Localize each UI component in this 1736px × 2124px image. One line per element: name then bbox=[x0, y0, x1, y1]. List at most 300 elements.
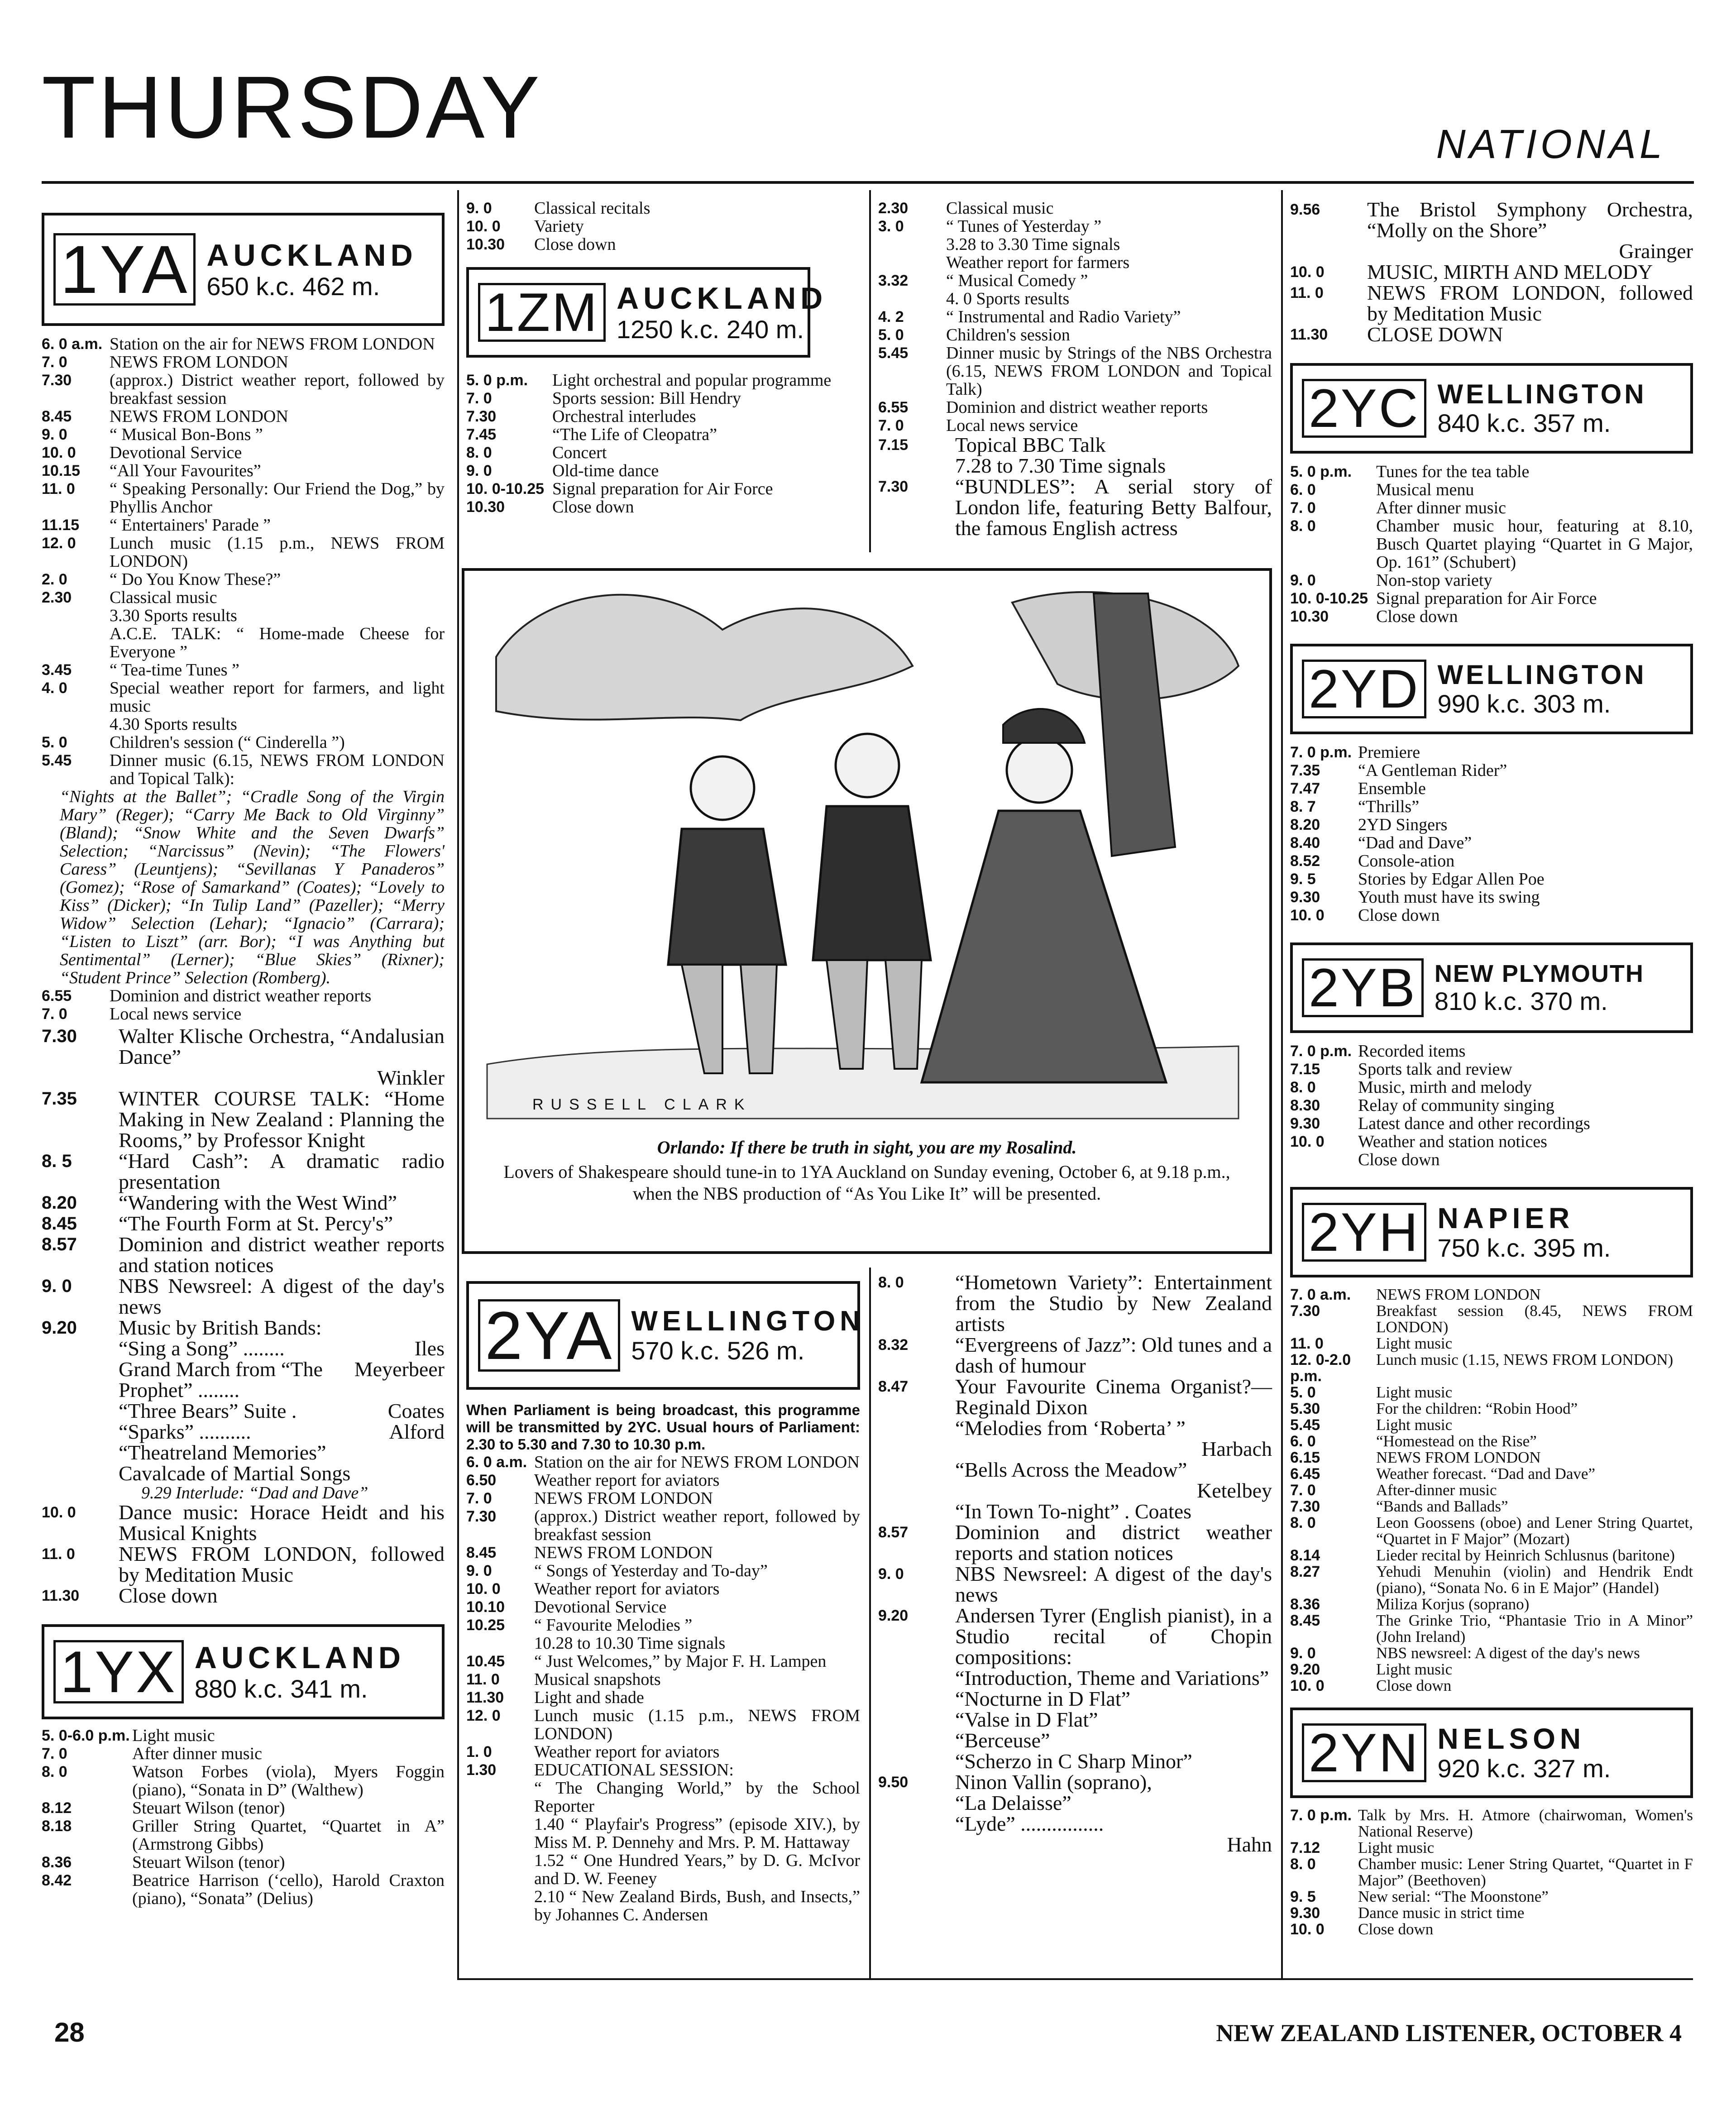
schedule-entry bbox=[1290, 1661, 1693, 1678]
schedule-time: 8.45 bbox=[42, 408, 72, 425]
schedule-entry bbox=[1290, 1678, 1693, 1694]
schedule-entry bbox=[42, 715, 445, 733]
schedule-text: Local news service bbox=[946, 416, 1078, 435]
schedule-entry bbox=[878, 326, 1272, 344]
station-info bbox=[1437, 1723, 1611, 1783]
station-info bbox=[617, 282, 827, 343]
schedule-entry bbox=[1290, 1115, 1693, 1133]
schedule-entry bbox=[1290, 324, 1693, 345]
schedule-text: Console-ation bbox=[1358, 852, 1455, 871]
schedule-time: 3. 0 bbox=[878, 218, 904, 235]
schedule-text: NEWS FROM LONDON bbox=[110, 353, 288, 372]
schedule-entry bbox=[1290, 1466, 1693, 1482]
schedule-time: 10. 0-10.25 bbox=[466, 480, 545, 498]
schedule-entry bbox=[1290, 199, 1693, 241]
band-title: Cavalcade of Martial Songs bbox=[119, 1462, 351, 1485]
station-call-sign: 2YA bbox=[478, 1299, 620, 1372]
schedule-time: 9. 0 bbox=[1290, 572, 1316, 589]
schedule-entry bbox=[1290, 1905, 1693, 1921]
schedule-entry bbox=[1290, 1433, 1693, 1449]
schedule-entry bbox=[1290, 852, 1693, 870]
schedule-text: Signal preparation for Air Force bbox=[1376, 589, 1597, 608]
schedule-entry bbox=[466, 1471, 860, 1489]
schedule-time: 6. 0 bbox=[1290, 481, 1316, 498]
schedule-entry bbox=[42, 1192, 445, 1213]
schedule-text: Steuart Wilson (tenor) bbox=[132, 1853, 285, 1872]
schedule-entry bbox=[1290, 589, 1693, 608]
schedule-time: 9.30 bbox=[1290, 1904, 1320, 1922]
schedule-text: “ Musical Bon-Bons ” bbox=[110, 425, 263, 444]
schedule-text: Weather forecast. “Dad and Dave” bbox=[1376, 1465, 1595, 1483]
schedule-time: 5. 0 p.m. bbox=[1290, 463, 1352, 480]
schedule-entry bbox=[42, 570, 445, 588]
schedule-text: Non-stop variety bbox=[1376, 571, 1492, 590]
schedule-time: 9. 0 bbox=[42, 426, 67, 443]
band-composer: Meyerbeer bbox=[354, 1358, 445, 1381]
schedule-text: Concert bbox=[552, 443, 607, 462]
schedule-time: 7.30 bbox=[466, 1508, 497, 1525]
schedule-text: Miliza Korjus (soprano) bbox=[1376, 1595, 1530, 1613]
schedule-text: Children's session (“ Cinderella ”) bbox=[110, 733, 345, 752]
schedule-text: Lieder recital by Heinrich Schlusnus (baritone) bbox=[1376, 1546, 1675, 1564]
schedule-entry bbox=[42, 1853, 445, 1871]
schedule-time: 10.15 bbox=[42, 462, 81, 479]
schedule-text: Close down bbox=[552, 498, 634, 517]
footer-rule bbox=[457, 1978, 1693, 1980]
station-call-sign: 2YN bbox=[1302, 1723, 1426, 1782]
schedule-entry bbox=[42, 1544, 445, 1585]
schedule-entry bbox=[466, 1507, 860, 1544]
schedule-time: 5.45 bbox=[878, 344, 909, 362]
schedule-entry bbox=[42, 1502, 445, 1544]
schedule-time: 5. 0 bbox=[42, 734, 67, 751]
schedule-text: 10.28 to 10.30 Time signals bbox=[534, 1634, 726, 1653]
schedule-entry bbox=[42, 1026, 445, 1067]
schedule-entry bbox=[878, 435, 1272, 455]
schedule-text: “ Tea-time Tunes ” bbox=[110, 660, 239, 679]
station-info bbox=[206, 239, 417, 300]
schedule-time: 8. 0 bbox=[1290, 1514, 1316, 1531]
schedule-text: Light music bbox=[1376, 1416, 1453, 1434]
page-day-title: THURSDAY bbox=[42, 58, 543, 157]
illustration-signature: RUSSELL CLARK bbox=[532, 1096, 752, 1113]
schedule-entry bbox=[878, 308, 1272, 326]
schedule-text: Classical music bbox=[110, 588, 217, 607]
schedule-text: “Homestead on the Rise” bbox=[1376, 1432, 1537, 1450]
schedule-entry bbox=[42, 1317, 445, 1338]
schedule-entry bbox=[878, 235, 1272, 254]
station-city: AUCKLAND bbox=[206, 238, 417, 273]
schedule-time: 9.20 bbox=[42, 1318, 77, 1338]
schedule-entry bbox=[466, 1544, 860, 1562]
schedule-time: 7. 0 bbox=[1290, 1482, 1316, 1499]
schedule-text: Andersen Tyrer (English pianist), in a Studio recital of Chopin compositions: bbox=[955, 1604, 1272, 1669]
schedule-entry bbox=[878, 199, 1272, 217]
schedule-entry bbox=[878, 254, 1272, 272]
schedule-text: 1.52 “ One Hundred Years,” by D. G. McIvor and D. W. Feeney bbox=[534, 1851, 860, 1888]
schedule-text: Chamber music hour, featuring at 8.10, Busch Quartet playing “Quartet in G Major, Op. 161” (Schubert) bbox=[1376, 517, 1693, 572]
station-info bbox=[1437, 379, 1646, 437]
schedule-time: 12. 0 bbox=[42, 535, 76, 552]
schedule-text: “ Tunes of Yesterday ” bbox=[946, 217, 1102, 236]
schedule-time: 5. 0 p.m. bbox=[466, 372, 528, 389]
interlude-note: 9.29 Interlude: “Dad and Dave” bbox=[141, 1483, 368, 1502]
schedule-text: The Grinke Trio, “Phantasie Trio in A Minor” (John Ireland) bbox=[1376, 1612, 1693, 1646]
schedule-list bbox=[466, 199, 860, 254]
schedule-time: 5. 0 bbox=[1290, 1384, 1316, 1401]
schedule-entry bbox=[466, 444, 860, 462]
schedule-entry bbox=[1290, 571, 1693, 589]
schedule-entry bbox=[466, 498, 860, 516]
schedule-time: 9. 5 bbox=[1290, 871, 1316, 888]
column-rule bbox=[869, 190, 871, 552]
schedule-text: 7.28 to 7.30 Time signals bbox=[955, 454, 1166, 477]
schedule-entry bbox=[1290, 1856, 1693, 1889]
schedule-text: Devotional Service bbox=[110, 443, 242, 462]
schedule-text: Dominion and district weather reports and station notices bbox=[119, 1233, 445, 1277]
schedule-text: “In Town To-night” . Coates bbox=[955, 1500, 1192, 1523]
schedule-text: Musical snapshots bbox=[534, 1670, 661, 1689]
schedule-entry bbox=[1290, 1151, 1693, 1169]
schedule-text: Youth must have its swing bbox=[1358, 888, 1540, 907]
schedule-entry bbox=[42, 1799, 445, 1817]
schedule-time: 10. 0 bbox=[42, 444, 76, 461]
schedule-time: 8.12 bbox=[42, 1799, 72, 1817]
schedule-entry bbox=[466, 1851, 860, 1888]
schedule-text: “The Life of Cleopatra” bbox=[552, 425, 717, 444]
column-1 bbox=[42, 213, 445, 1908]
schedule-entry bbox=[1290, 1921, 1693, 1937]
station-info bbox=[1435, 961, 1644, 1015]
schedule-time: 8. 0 bbox=[1290, 1079, 1316, 1096]
schedule-text: Weather and station notices bbox=[1358, 1132, 1547, 1151]
schedule-entry bbox=[1290, 1078, 1693, 1096]
schedule-time: 9. 5 bbox=[1290, 1888, 1316, 1905]
schedule-entry bbox=[42, 751, 445, 788]
schedule-entry bbox=[42, 1727, 445, 1745]
schedule-text: “Valse in D Flat” bbox=[955, 1708, 1098, 1731]
schedule-time: 10. 0 bbox=[1290, 907, 1325, 924]
schedule-text: For the children: “Robin Hood” bbox=[1376, 1400, 1578, 1417]
schedule-time: 8. 0 bbox=[1290, 1856, 1316, 1873]
schedule-entry bbox=[42, 1871, 445, 1908]
station-frequency: 1250 k.c. 240 m. bbox=[617, 315, 804, 344]
band-composer: Alford bbox=[389, 1420, 445, 1443]
schedule-list bbox=[42, 987, 445, 1023]
schedule-entry bbox=[1290, 1515, 1693, 1547]
schedule-entry bbox=[42, 1276, 445, 1317]
schedule-time: 2.30 bbox=[42, 589, 72, 606]
schedule-entry bbox=[878, 1689, 1272, 1709]
schedule-text: “ Do You Know These?” bbox=[110, 570, 281, 589]
schedule-entry bbox=[466, 1616, 860, 1634]
schedule-text: Watson Forbes (viola), Myers Foggin (piano), “Sonata in D” (Walthew) bbox=[132, 1762, 445, 1799]
schedule-entry bbox=[878, 1501, 1272, 1522]
schedule-time: 7.30 bbox=[466, 408, 497, 425]
schedule-text: Special weather report for farmers, and light music bbox=[110, 679, 445, 716]
schedule-entry bbox=[42, 1151, 445, 1192]
schedule-time: 7.12 bbox=[1290, 1839, 1320, 1856]
schedule-time: 6. 0 a.m. bbox=[42, 335, 103, 353]
schedule-list bbox=[1290, 1042, 1693, 1169]
schedule-entry bbox=[466, 1888, 860, 1924]
schedule-time: 5.30 bbox=[1290, 1400, 1320, 1417]
schedule-text: Lunch music (1.15 p.m., NEWS FROM LONDON) bbox=[110, 534, 445, 571]
schedule-text: 1.40 “ Playfair's Progress” (episode XIV.), by Miss M. P. Dennehy and Mrs. P. M. Hattaway bbox=[534, 1815, 860, 1852]
schedule-text: Chamber music: Lener String Quartet, “Quartet in F Major” (Beethoven) bbox=[1358, 1855, 1693, 1889]
station-call-sign: 1ZM bbox=[478, 283, 606, 342]
schedule-text: Weather report for farmers bbox=[946, 253, 1130, 272]
schedule-time: 11. 0 bbox=[42, 1545, 75, 1563]
schedule-time: 8.45 bbox=[1290, 1612, 1320, 1629]
schedule-time: 7. 0 bbox=[42, 354, 67, 371]
schedule-entry bbox=[42, 335, 445, 353]
schedule-text: Lunch music (1.15 p.m., NEWS FROM LONDON) bbox=[534, 1706, 860, 1743]
schedule-text: “All Your Favourites” bbox=[110, 461, 261, 480]
schedule-list-large bbox=[42, 1026, 445, 1338]
band-item bbox=[119, 1442, 445, 1463]
parliament-notice: When Parliament is being broadcast, this programme will be transmitted by 2YC. Usual hours of Parliament: 2.30 to 5.30 and 7.30 to 10.30 p.m. bbox=[466, 1402, 860, 1453]
schedule-list bbox=[1290, 1807, 1693, 1937]
schedule-time: 6.50 bbox=[466, 1472, 497, 1489]
band-title: Grand March from “The Prophet” ........ bbox=[119, 1358, 323, 1402]
station-city: NELSON bbox=[1437, 1722, 1586, 1755]
schedule-entry bbox=[42, 1745, 445, 1763]
schedule-entry bbox=[878, 1376, 1272, 1418]
schedule-time: 10.25 bbox=[466, 1617, 505, 1634]
schedule-text: Signal preparation for Air Force bbox=[552, 479, 773, 498]
schedule-time: 7.35 bbox=[1290, 762, 1320, 779]
station-call-sign: 2YB bbox=[1302, 958, 1424, 1017]
schedule-time: 8.36 bbox=[1290, 1596, 1320, 1613]
schedule-time: 7.15 bbox=[1290, 1061, 1320, 1078]
station-info bbox=[195, 1641, 405, 1703]
station-frequency: 880 k.c. 341 m. bbox=[194, 1674, 368, 1703]
schedule-time: 7.15 bbox=[878, 436, 909, 454]
schedule-text: NEWS FROM LONDON bbox=[1376, 1286, 1541, 1303]
station-header-1zm bbox=[466, 267, 827, 358]
schedule-time: 9. 0 bbox=[878, 1565, 904, 1583]
schedule-text: Dominion and district weather reports bbox=[110, 986, 372, 1005]
schedule-time: 10. 0 bbox=[1290, 1921, 1325, 1938]
schedule-text: “Thrills” bbox=[1358, 797, 1420, 816]
schedule-entry bbox=[1290, 1596, 1693, 1612]
schedule-text: Orchestral interludes bbox=[552, 407, 696, 426]
schedule-time: 8. 0 bbox=[466, 444, 492, 461]
schedule-time: 2.30 bbox=[878, 200, 909, 217]
schedule-entry bbox=[1290, 1645, 1693, 1661]
schedule-entry bbox=[42, 987, 445, 1005]
schedule-time: 7. 0 bbox=[466, 390, 492, 407]
schedule-time: 8.30 bbox=[1290, 1097, 1320, 1114]
schedule-time: 10.30 bbox=[466, 236, 505, 253]
schedule-entry bbox=[878, 1751, 1272, 1772]
schedule-text: “Wandering with the West Wind” bbox=[119, 1191, 397, 1214]
composer-name: Grainger bbox=[1619, 239, 1693, 263]
schedule-entry bbox=[1290, 743, 1693, 761]
schedule-text: Dominion and district weather reports bbox=[946, 398, 1208, 417]
station-city: AUCKLAND bbox=[617, 281, 827, 316]
schedule-time: 10. 0 bbox=[1290, 263, 1325, 281]
column-rule bbox=[457, 190, 459, 1978]
schedule-time: 8.42 bbox=[42, 1872, 72, 1889]
schedule-time: 8.20 bbox=[42, 1193, 77, 1213]
schedule-entry bbox=[1290, 1133, 1693, 1151]
schedule-text: NEWS FROM LONDON bbox=[110, 407, 288, 426]
schedule-entry bbox=[466, 1707, 860, 1743]
schedule-time: 8.20 bbox=[1290, 816, 1320, 833]
schedule-time: 7.30 bbox=[42, 1026, 77, 1046]
station-city: NAPIER bbox=[1437, 1202, 1574, 1234]
band-item bbox=[119, 1401, 445, 1421]
schedule-entry bbox=[878, 416, 1272, 435]
schedule-time: 7. 0 bbox=[466, 1490, 492, 1507]
schedule-entry bbox=[878, 344, 1272, 398]
schedule-text: NEWS FROM LONDON bbox=[534, 1543, 713, 1562]
schedule-time: 10. 0 bbox=[1290, 1677, 1325, 1694]
schedule-time: 6.55 bbox=[42, 987, 72, 1005]
band-item bbox=[119, 1421, 445, 1442]
schedule-entry bbox=[878, 1335, 1272, 1376]
schedule-text: Close down bbox=[1376, 607, 1458, 626]
column-4 bbox=[1290, 199, 1693, 1937]
schedule-text: Music by British Bands: bbox=[119, 1316, 322, 1339]
composer-name: Winkler bbox=[377, 1066, 445, 1089]
schedule-time: 7.30 bbox=[42, 372, 72, 389]
band-item bbox=[119, 1338, 445, 1359]
schedule-entry bbox=[42, 462, 445, 480]
schedule-entry bbox=[1290, 1060, 1693, 1078]
schedule-time: 1. 0 bbox=[466, 1743, 492, 1760]
band-title: “Theatreland Memories” bbox=[119, 1441, 326, 1464]
schedule-list bbox=[42, 1727, 445, 1908]
schedule-time: 7. 0 bbox=[42, 1005, 67, 1023]
station-frequency: 990 k.c. 303 m. bbox=[1437, 689, 1611, 718]
schedule-entry bbox=[1290, 517, 1693, 571]
schedule-text: “ Just Welcomes,” by Major F. H. Lampen bbox=[534, 1652, 827, 1671]
schedule-text: Walter Klische Orchestra, “Andalusian Dance” bbox=[119, 1024, 445, 1068]
schedule-entry bbox=[878, 1459, 1272, 1480]
schedule-entry bbox=[1290, 870, 1693, 888]
schedule-text: Tunes for the tea table bbox=[1376, 462, 1530, 481]
schedule-text: NEWS FROM LONDON bbox=[534, 1489, 713, 1508]
schedule-time: 5. 0-6.0 p.m. bbox=[42, 1727, 130, 1744]
schedule-entry bbox=[466, 199, 860, 217]
column-2-bottom bbox=[466, 1281, 865, 1924]
schedule-entry bbox=[1290, 1384, 1693, 1401]
schedule-time: 10.10 bbox=[466, 1598, 505, 1616]
schedule-time: 10. 0-10.25 bbox=[1290, 590, 1368, 607]
schedule-entry bbox=[466, 217, 860, 235]
schedule-time: 8.36 bbox=[42, 1854, 72, 1871]
schedule-entry bbox=[42, 480, 445, 516]
schedule-time: 9.30 bbox=[1290, 889, 1320, 906]
schedule-text: 4.30 Sports results bbox=[110, 715, 237, 734]
schedule-text: Sports session: Bill Hendry bbox=[552, 389, 741, 408]
schedule-entry bbox=[42, 733, 445, 751]
schedule-text: Dinner music by Strings of the NBS Orchestra (6.15, NEWS FROM LONDON and Topical Talk) bbox=[946, 344, 1272, 399]
schedule-time: 8.40 bbox=[1290, 834, 1320, 852]
schedule-entry bbox=[1290, 1449, 1693, 1466]
schedule-time: 7. 0 p.m. bbox=[1290, 744, 1352, 761]
station-header-2yd bbox=[1290, 644, 1693, 734]
schedule-text: MUSIC, MIRTH AND MELODY bbox=[1367, 260, 1653, 283]
schedule-time: 8. 0 bbox=[878, 1274, 904, 1291]
schedule-entry bbox=[1290, 1498, 1693, 1515]
schedule-entry bbox=[466, 407, 860, 426]
schedule-entry bbox=[1290, 1401, 1693, 1417]
schedule-entry bbox=[1290, 608, 1693, 626]
schedule-entry bbox=[466, 1689, 860, 1707]
schedule-text: Light music bbox=[132, 1726, 215, 1745]
schedule-time: 8. 5 bbox=[42, 1151, 72, 1171]
schedule-entry bbox=[1290, 780, 1693, 798]
dinner-music-note: “Nights at the Ballet”; “Cradle Song of the Virgin Mary” (Reger); “Carry Me Back to Old Virginny” (Bland); “Snow White and the Seven Dwarfs” Selection; “Narcissus” (Nevin); “The Flowers' Caress” (Leuntjens); “Sevillanas Y Panaderos” (Gomez); “Rose of Samarkand” (Coates); “Lovely to Kiss” (Dicker); “In Tulip Land” (Pazeller); “Merry Widow” Selection (Lehar); “Ignacio” (Carrara); “Listen to Liszt” (arr. Bor); “I was Anything but Sentimental” (Lerner); “Blue Skies” (Rixner); “Student Prince” Selection (Romberg). bbox=[60, 787, 445, 987]
schedule-entry bbox=[1290, 1042, 1693, 1060]
schedule-time: 7. 0 p.m. bbox=[1290, 1807, 1352, 1824]
schedule-entry bbox=[878, 1605, 1272, 1668]
station-header-1ya bbox=[42, 213, 445, 326]
schedule-entry bbox=[878, 272, 1272, 290]
schedule-text: 2YD Singers bbox=[1358, 815, 1448, 834]
schedule-text: EDUCATIONAL SESSION: bbox=[534, 1760, 734, 1780]
schedule-time: 10.45 bbox=[466, 1653, 505, 1670]
schedule-time: 6.45 bbox=[1290, 1465, 1320, 1483]
schedule-text: CLOSE DOWN bbox=[1367, 323, 1503, 346]
schedule-text: Close down bbox=[1358, 906, 1440, 925]
schedule-text: Close down bbox=[1358, 1150, 1440, 1169]
band-item bbox=[119, 1463, 445, 1484]
station-frequency: 750 k.c. 395 m. bbox=[1437, 1234, 1611, 1263]
schedule-entry bbox=[878, 290, 1272, 308]
schedule-time: 8.32 bbox=[878, 1336, 909, 1354]
schedule-list bbox=[466, 371, 860, 516]
schedule-time: 9. 0 bbox=[1290, 1645, 1316, 1662]
schedule-text: The Bristol Symphony Orchestra, “Molly on the Shore” bbox=[1367, 198, 1693, 242]
station-call-sign: 1YA bbox=[53, 233, 196, 306]
schedule-entry bbox=[466, 1652, 860, 1670]
schedule-entry bbox=[42, 625, 445, 661]
station-frequency: 570 k.c. 526 m. bbox=[631, 1336, 805, 1365]
schedule-entry bbox=[878, 1272, 1272, 1335]
schedule-time: 8.18 bbox=[42, 1818, 72, 1835]
schedule-time: 9.30 bbox=[1290, 1115, 1320, 1132]
schedule-time: 8.57 bbox=[42, 1234, 77, 1254]
composer-name: Hahn bbox=[1227, 1833, 1272, 1856]
schedule-entry bbox=[42, 1213, 445, 1234]
station-call-sign: 1YX bbox=[53, 1640, 184, 1703]
schedule-text: “The Fourth Form at St. Percy's” bbox=[119, 1212, 393, 1235]
schedule-entry bbox=[1290, 1482, 1693, 1498]
schedule-text: (approx.) District weather report, followed by breakfast session bbox=[534, 1507, 860, 1544]
schedule-entry bbox=[466, 1598, 860, 1616]
schedule-time: 7. 0 bbox=[42, 1745, 67, 1762]
illustration-caption bbox=[483, 1137, 1251, 1205]
station-city: AUCKLAND bbox=[194, 1640, 406, 1675]
caption-body: Lovers of Shakespeare should tune-in to 1YA Auckland on Sunday evening, October 6, at 9.18 p.m., when the NBS production of “As You Like It” will be presented. bbox=[503, 1162, 1230, 1204]
schedule-time: 8.14 bbox=[1290, 1547, 1320, 1564]
schedule-entry bbox=[1290, 1417, 1693, 1433]
schedule-text: Latest dance and other recordings bbox=[1358, 1114, 1590, 1133]
schedule-text: Station on the air for NEWS FROM LONDON bbox=[110, 335, 435, 354]
schedule-text: Griller String Quartet, “Quartet in A” (Armstrong Gibbs) bbox=[132, 1817, 445, 1854]
column-rule bbox=[1281, 190, 1283, 1978]
schedule-text: “Evergreens of Jazz”: Old tunes and a dash of humour bbox=[955, 1333, 1272, 1377]
schedule-entry bbox=[878, 1522, 1272, 1564]
schedule-text: “Scherzo in C Sharp Minor” bbox=[955, 1750, 1192, 1773]
schedule-entry bbox=[466, 1453, 860, 1471]
schedule-text: “ Entertainers' Parade ” bbox=[110, 516, 271, 535]
